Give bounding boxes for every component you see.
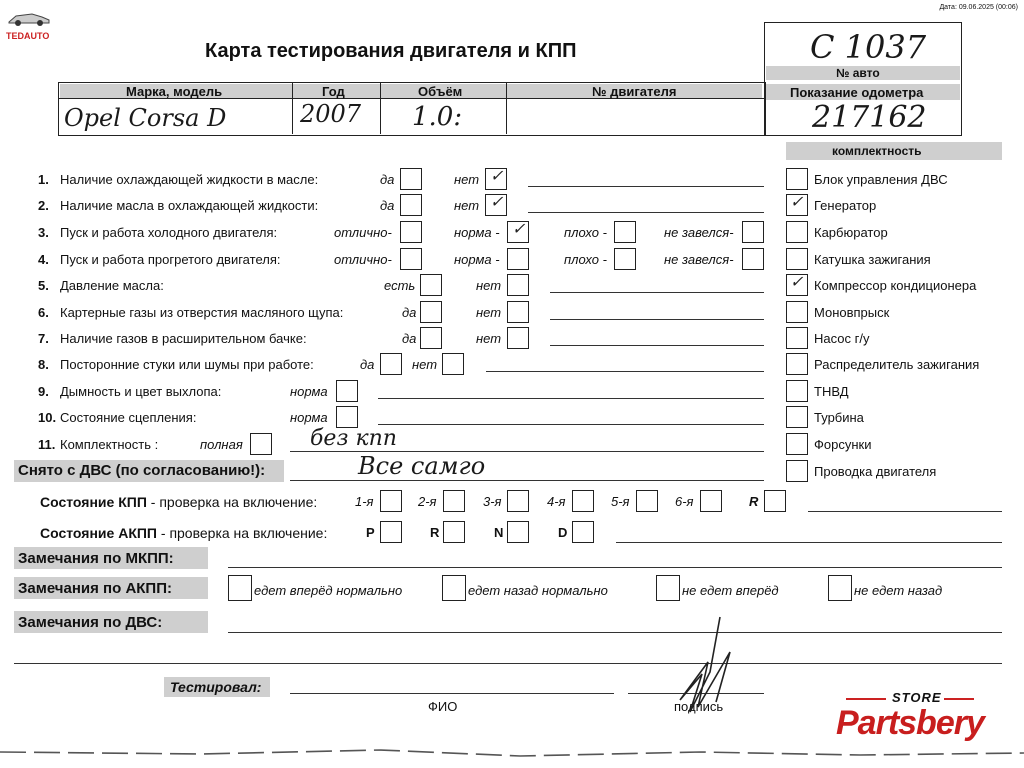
remarks-mkpp-label: Замечания по МКПП: — [18, 550, 174, 567]
akpp-box-r[interactable] — [443, 521, 465, 543]
q7-opt-yes: да — [402, 331, 417, 346]
header-engine-number: № двигателя — [592, 84, 677, 99]
q-text-3: Пуск и работа холодного двигателя: — [60, 225, 278, 240]
kit-label-7: Насос г/у — [814, 331, 870, 346]
odometer-label: Показание одометра — [790, 85, 924, 100]
kpp-box-2[interactable] — [443, 490, 465, 512]
q5-box-yes[interactable] — [420, 274, 442, 296]
q-text-2: Наличие масла в охлаждающей жидкости: — [60, 198, 319, 213]
q3-box-excellent[interactable] — [400, 221, 422, 243]
header-volume: Объём — [418, 84, 463, 99]
q3-box-bad[interactable] — [614, 221, 636, 243]
header-year: Год — [322, 84, 345, 99]
removed-value: Все самго — [358, 452, 486, 480]
q2-mark: ✓ — [490, 192, 504, 211]
kit-mark-2: ✓ — [790, 192, 804, 211]
fio-label: ФИО — [428, 699, 458, 714]
akpp-label-rest: - проверка на включение: — [157, 525, 328, 541]
q4-opt-nostart: не завелся- — [664, 252, 734, 267]
kpp-box-3[interactable] — [507, 490, 529, 512]
q-text-4: Пуск и работа прогретого двигателя: — [60, 252, 281, 267]
q4-opt-normal: норма - — [454, 252, 500, 267]
q-num-4: 4. — [38, 252, 49, 267]
q8-opt-yes: да — [360, 357, 375, 372]
brand-top: STORE — [892, 690, 942, 705]
odometer-value: 217162 — [812, 100, 927, 135]
kpp-gear-1: 1-я — [355, 494, 374, 509]
kit-label-4: Катушка зажигания — [814, 252, 931, 267]
brand-main: Partsbery — [836, 704, 984, 742]
q-num-7: 7. — [38, 331, 49, 346]
q-num-3: 3. — [38, 225, 49, 240]
kpp-box-4[interactable] — [572, 490, 594, 512]
car-logo-icon — [6, 8, 52, 28]
kit-box-9[interactable] — [786, 380, 808, 402]
kpp-gear-5: 5-я — [611, 494, 630, 509]
akpp-no-back-box[interactable] — [828, 575, 852, 601]
akpp-no-back-label: не едет назад — [854, 583, 943, 598]
q5-opt-yes: есть — [384, 278, 416, 293]
q-text-7: Наличие газов в расширительном бачке: — [60, 331, 307, 346]
q7-opt-no: нет — [476, 331, 502, 346]
kit-label-9: ТНВД — [814, 384, 849, 399]
q-text-10: Состояние сцепления: — [60, 410, 197, 425]
akpp-fwd-ok-box[interactable] — [228, 575, 252, 601]
q3-opt-normal: норма - — [454, 225, 500, 240]
q4-opt-bad: плохо - — [564, 252, 607, 267]
kit-box-1[interactable] — [786, 168, 808, 190]
q9-opt-normal: норма — [290, 384, 328, 399]
akpp-box-d[interactable] — [572, 521, 594, 543]
print-date: Дата: 09.06.2025 (00:06) — [939, 4, 1018, 11]
kit-label-10: Турбина — [814, 410, 864, 425]
akpp-box-p[interactable] — [380, 521, 402, 543]
akpp-mode-p: P — [366, 525, 375, 540]
akpp-mode-r: R — [430, 525, 440, 540]
kit-box-3[interactable] — [786, 221, 808, 243]
q3-opt-excellent: отлично- — [334, 225, 392, 240]
akpp-mode-d: D — [558, 525, 568, 540]
q2-box-da[interactable] — [400, 194, 422, 216]
q1-opt-da: да — [380, 172, 395, 187]
q8-box-yes[interactable] — [380, 353, 402, 375]
kit-label-12: Проводка двигателя — [814, 464, 937, 479]
q8-box-no[interactable] — [442, 353, 464, 375]
kit-label-5: Компрессор кондиционера — [814, 278, 977, 293]
q11-box-full[interactable] — [250, 433, 272, 455]
removed-label: Снято с ДВС (по согласованию!): — [18, 462, 266, 479]
car-number-value: C 1037 — [810, 28, 927, 66]
akpp-no-fwd-box[interactable] — [656, 575, 680, 601]
q-num-5: 5. — [38, 278, 49, 293]
kpp-label-bold: Состояние КПП — [40, 494, 147, 510]
q11-opt-full: полная — [200, 437, 243, 452]
kit-box-6[interactable] — [786, 301, 808, 323]
q5-box-no[interactable] — [507, 274, 529, 296]
page-title: Карта тестирования двигателя и КПП — [205, 40, 577, 62]
akpp-no-fwd-label: не едет вперёд — [682, 583, 779, 598]
q6-opt-yes: да — [402, 305, 417, 320]
q-num-9: 9. — [38, 384, 49, 399]
akpp-back-ok-label: едет назад нормально — [468, 583, 608, 598]
kit-label-8: Распределитель зажигания — [814, 357, 980, 372]
kpp-label — [40, 494, 317, 510]
q7-box-yes[interactable] — [420, 327, 442, 349]
signature-label: подпись — [674, 699, 724, 714]
akpp-label — [40, 525, 327, 541]
q5-opt-no: нет — [476, 278, 502, 293]
signature-scribble — [650, 612, 750, 722]
kit-box-11[interactable] — [786, 433, 808, 455]
q3-opt-nostart: не завелся- — [664, 225, 734, 240]
kit-label-6: Моновпрыск — [814, 305, 890, 320]
akpp-fwd-ok-label: едет вперёд нормально — [254, 583, 403, 598]
q9-box-normal[interactable] — [336, 380, 358, 402]
kpp-box-1[interactable] — [380, 490, 402, 512]
q10-box-normal[interactable] — [336, 406, 358, 428]
remarks-akpp-label: Замечания по АКПП: — [18, 580, 172, 597]
q6-box-no[interactable] — [507, 301, 529, 323]
q-num-6: 6. — [38, 305, 49, 320]
kit-label-3: Карбюратор — [814, 225, 888, 240]
q4-box-nostart[interactable] — [742, 248, 764, 270]
q1-box-da[interactable] — [400, 168, 422, 190]
q3-box-nostart[interactable] — [742, 221, 764, 243]
logo-text: TEDAUTO — [6, 31, 50, 41]
q-text-5: Давление масла: — [60, 278, 164, 293]
q4-box-normal[interactable] — [507, 248, 529, 270]
kpp-gear-4: 4-я — [547, 494, 566, 509]
q6-opt-no: нет — [476, 305, 502, 320]
remarks-dvs-label: Замечания по ДВС: — [18, 614, 163, 631]
year-value: 2007 — [300, 100, 362, 128]
q-num-10: 10. — [38, 410, 57, 425]
q7-box-no[interactable] — [507, 327, 529, 349]
q-text-6: Картерные газы из отверстия масляного щупа: — [60, 305, 344, 320]
model-value: Opel Corsa D — [64, 104, 227, 132]
tested-by-label: Тестировал: — [170, 679, 262, 695]
q2-opt-net: нет — [454, 198, 480, 213]
q1-opt-net: нет — [454, 172, 480, 187]
kit-written: без кпп — [310, 426, 397, 451]
brand-logo — [836, 690, 1006, 750]
q6-box-yes[interactable] — [420, 301, 442, 323]
kpp-box-6[interactable] — [700, 490, 722, 512]
akpp-back-ok-box[interactable] — [442, 575, 466, 601]
q4-box-bad[interactable] — [614, 248, 636, 270]
q-text-9: Дымность и цвет выхлопа: — [60, 384, 222, 399]
kit-label-1: Блок управления ДВС — [814, 172, 948, 187]
torn-edge — [0, 744, 1024, 768]
q3-mark: ✓ — [512, 219, 526, 238]
logo — [6, 8, 52, 40]
kpp-gear-6: 6-я — [675, 494, 694, 509]
q4-opt-excellent: отлично- — [334, 252, 392, 267]
kit-mark-5: ✓ — [790, 272, 804, 291]
q-num-1: 1. — [38, 172, 49, 187]
kit-label-11: Форсунки — [814, 437, 872, 452]
q3-opt-bad: плохо - — [564, 225, 607, 240]
q-num-2: 2. — [38, 198, 49, 213]
volume-value: 1.0: — [412, 102, 463, 132]
kpp-gear-3: 3-я — [483, 494, 502, 509]
q-num-11: 11. — [38, 437, 56, 452]
q2-opt-da: да — [380, 198, 395, 213]
kpp-gear-r: R — [749, 494, 759, 509]
q10-opt-normal: норма — [290, 410, 328, 425]
car-number-label: № авто — [836, 66, 880, 80]
kit-box-4[interactable] — [786, 248, 808, 270]
kpp-label-rest: - проверка на включение: — [146, 494, 318, 510]
q-text-1: Наличие охлаждающей жидкости в масле: — [60, 172, 319, 187]
kit-box-12[interactable] — [786, 460, 808, 482]
kit-box-7[interactable] — [786, 327, 808, 349]
kit-box-8[interactable] — [786, 353, 808, 375]
header-model: Марка, модель — [126, 84, 223, 99]
kit-label-2: Генератор — [814, 198, 877, 213]
q-text-11: Комплектность : — [60, 437, 159, 452]
kpp-box-5[interactable] — [636, 490, 658, 512]
q1-mark: ✓ — [490, 166, 504, 185]
kpp-gear-2: 2-я — [418, 494, 437, 509]
q8-opt-no: нет — [412, 357, 438, 372]
kpp-box-r[interactable] — [764, 490, 786, 512]
q4-box-excellent[interactable] — [400, 248, 422, 270]
kit-box-10[interactable] — [786, 406, 808, 428]
q-text-8: Посторонние стуки или шумы при работе: — [60, 357, 314, 372]
kit-header: комплектность — [832, 144, 922, 158]
akpp-mode-n: N — [494, 525, 504, 540]
akpp-label-bold: Состояние АКПП — [40, 525, 157, 541]
akpp-box-n[interactable] — [507, 521, 529, 543]
q-num-8: 8. — [38, 357, 49, 372]
